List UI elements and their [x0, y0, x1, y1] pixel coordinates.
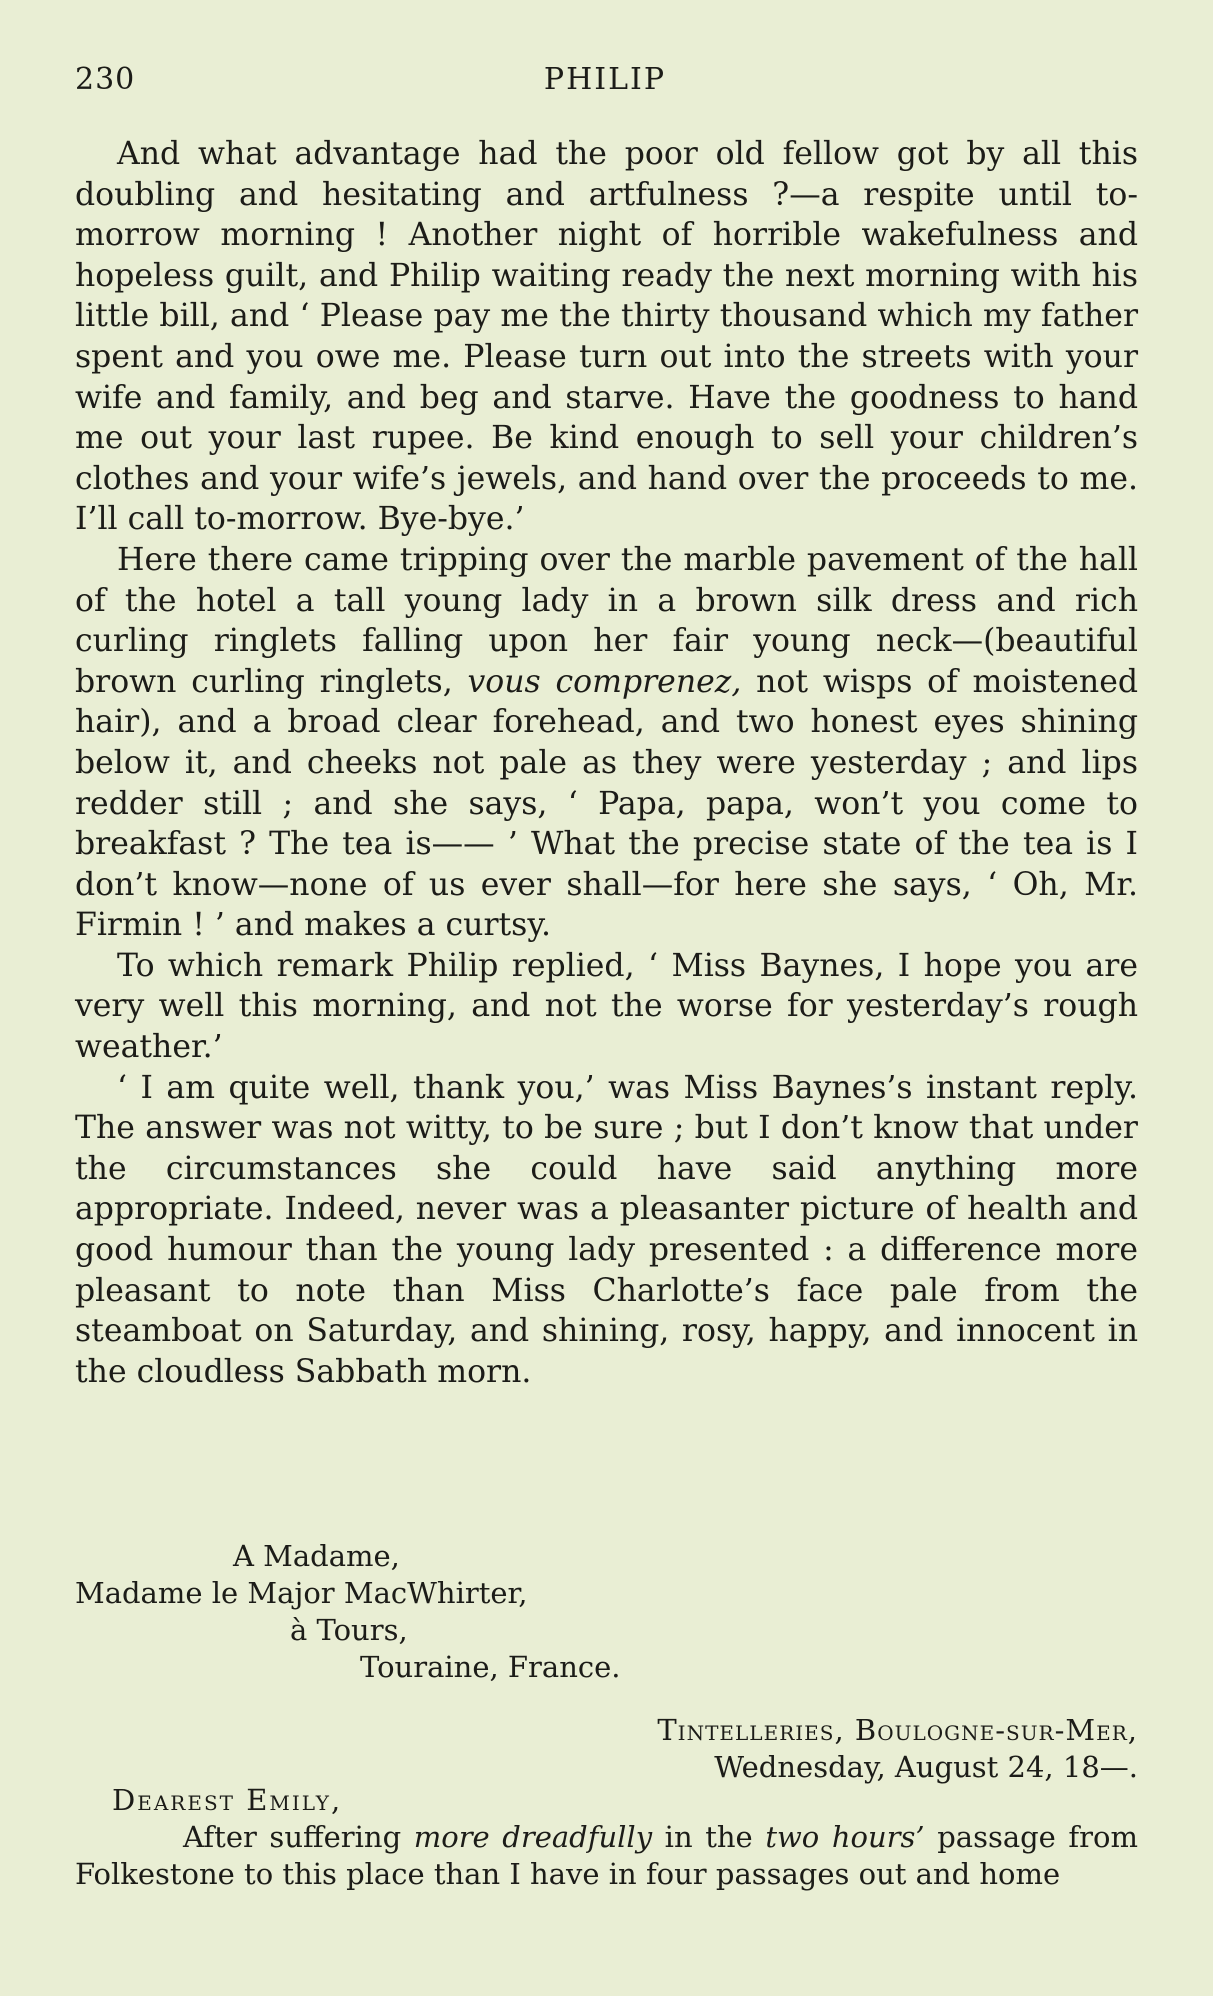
paragraph-2-before: Here there came tripping over the marble pavement of the hall of the hotel a tall young lady in a brown silk dress and rich curling ringlets falling upon her fair young neck—(beautiful brown curling ringlets, [75, 541, 1138, 700]
letter-salutation: Dearest Emily, [112, 1783, 343, 1817]
letter-body [75, 1819, 1138, 1893]
letter-address [75, 1538, 1138, 1686]
letter-text-3: passage from Folkestone to this place than I have in four passages out and home [75, 1820, 1138, 1891]
letter-text-1: After suffering [183, 1820, 414, 1854]
body-text [75, 134, 1138, 1392]
paragraph-2-after: not wisps of moistened hair), and a broad clear forehead, and two honest eyes shining below it, and cheeks not pale as they were yesterday ; and lips redder still ; and she says, ‘ Papa, papa, won’t you come to breakfast ? The tea is—— ’ What the precise state of the tea is I don’t know—none of us ever shall—for here she says, ‘ Oh, Mr. Firmin ! ’ and makes a curtsy. [75, 663, 1139, 944]
paragraph-4: ‘ I am quite well, thank you,’ was Miss Baynes’s instant reply. The answer was not witty, to be sure ; but I don’t know that under the circumstances she could have said anything more appropriate. Indeed, never was a pleasanter picture of health and good humour than the young lady presented : a difference more pleasant to note than Miss Charlotte’s face pale from the steamboat on Saturday, and shining, rosy, happy, and innocent in the cloudless Sabbath morn. [75, 1069, 1138, 1390]
address-line-1: A Madame, [233, 1539, 400, 1573]
paragraph-3: To which remark Philip replied, ‘ Miss Baynes, I hope you are very well this morning, and not the worse for yesterday’s rough weather.’ [75, 947, 1138, 1066]
paragraph-2 [75, 540, 1138, 946]
running-title: PHILIP [543, 62, 667, 97]
running-head [75, 62, 1135, 106]
page-number: 230 [75, 62, 136, 97]
letter-dateline [438, 1712, 1138, 1786]
address-line-4: Touraine, France. [360, 1650, 621, 1684]
letter-italic-2: two hours’ [765, 1820, 925, 1854]
address-line-2: Madame le Major MacWhirter, [75, 1576, 528, 1610]
paragraph-1: And what advantage had the poor old fellow got by all this doubling and hesitating and artfulness ?—a respite until to-morrow morning ! Another night of horrible wakefulness and hopeless guilt, and Philip waiting ready the next morning with his little bill, and ‘ Please pay me the thirty thousand which my father spent and you owe me. Please turn out into the streets with your wife and family, and beg and starve. Have the goodness to hand me out your last rupee. Be kind enough to sell your children’s clothes and your wife’s jewels, and hand over the proceeds to me. I’ll call to-morrow. Bye-bye.’ [75, 136, 1138, 538]
letter-text-2: in the [652, 1820, 766, 1854]
paragraph-2-italic: vous comprenez, [467, 663, 742, 700]
dateline-date: Wednesday, August 24, 18—. [714, 1750, 1138, 1784]
dateline-place: Tintelleries, Boulogne-sur-Mer, [657, 1713, 1138, 1747]
address-line-3: à Tours, [290, 1613, 408, 1647]
letter-italic-1: more dreadfully [413, 1820, 653, 1854]
